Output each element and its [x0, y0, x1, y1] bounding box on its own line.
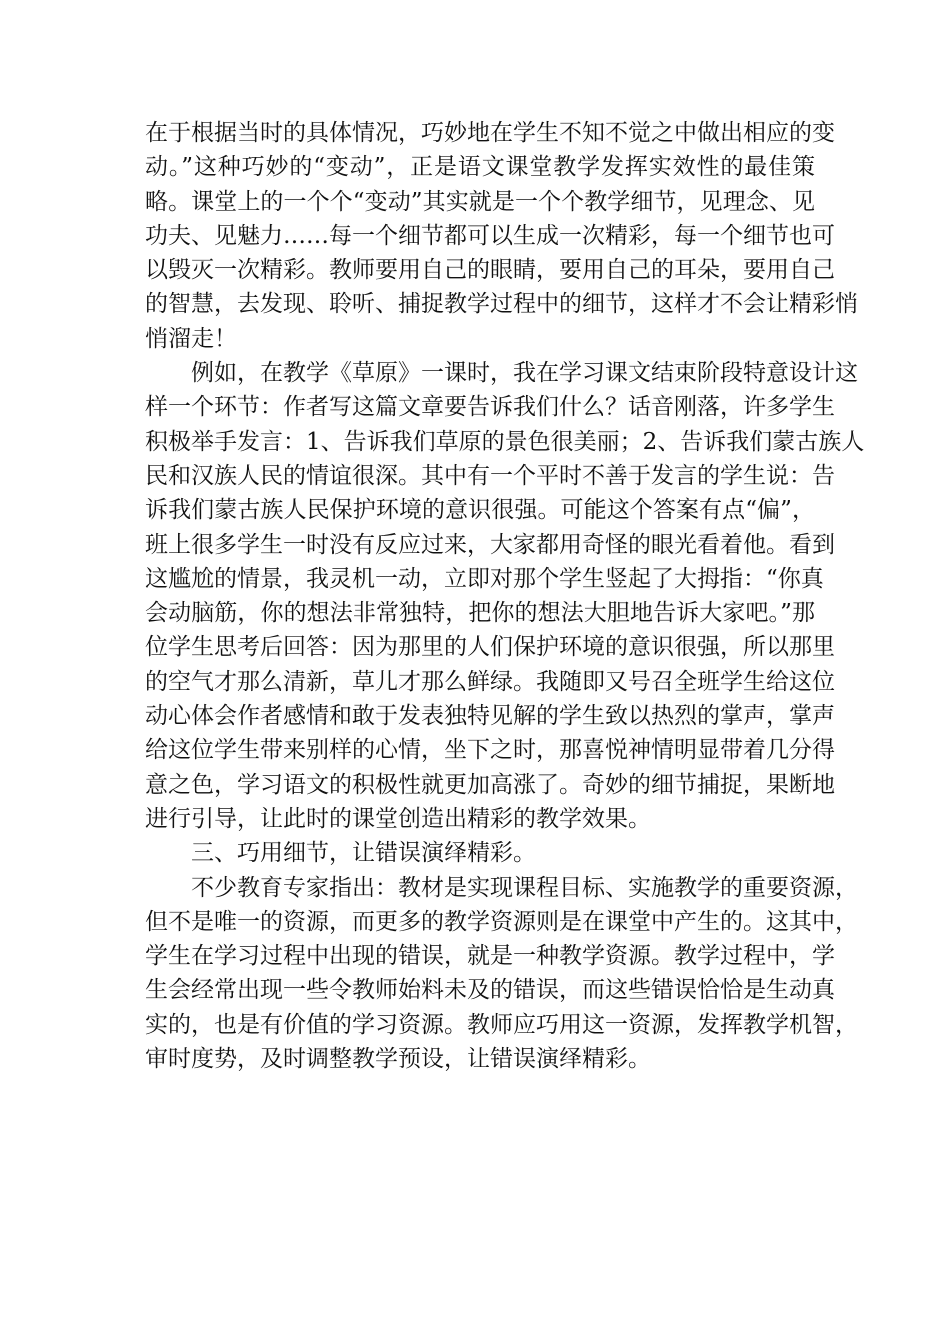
text-line: 样一个环节：作者写这篇文章要告诉我们什么？话音刚落，许多学生 — [145, 394, 835, 421]
text-line: 进行引导，让此时的课堂创造出精彩的教学效果。 — [145, 805, 651, 832]
text-line: 悄溜走！ — [145, 325, 237, 352]
text-line: 但不是唯一的资源，而更多的教学资源则是在课堂中产生的。这其中， — [145, 908, 858, 935]
text-line: 的空气才那么清新，草儿才那么鲜绿。我随即又号召全班学生给这位 — [145, 668, 835, 695]
text-line: 的智慧，去发现、聆听、捕捉教学过程中的细节，这样才不会让精彩悄 — [145, 291, 858, 318]
text-line: 会动脑筋，你的想法非常独特，把你的想法大胆地告诉大家吧。”那 — [145, 600, 815, 627]
section-heading: 三、巧用细节，让错误演绎精彩。 — [191, 840, 536, 867]
text-line: 位学生思考后回答：因为那里的人们保护环境的意识很强，所以那里 — [145, 634, 835, 661]
text-line: 动心体会作者感情和敢于发表独特见解的学生致以热烈的掌声，掌声 — [145, 703, 835, 730]
text-line: 略。课堂上的一个个“变动”其实就是一个个教学细节，见理念、见 — [145, 188, 815, 215]
text-line: 这尴尬的情景，我灵机一动，立即对那个学生竖起了大拇指：“你真 — [145, 565, 824, 592]
article-body — [145, 116, 865, 1076]
text-line: 实的，也是有价值的学习资源。教师应巧用这一资源，发挥教学机智， — [145, 1011, 858, 1038]
text-line: 给这位学生带来别样的心情，坐下之时，那喜悦神情明显带着几分得 — [145, 737, 835, 764]
text-line: 在于根据当时的具体情况，巧妙地在学生不知不觉之中做出相应的变 — [145, 120, 835, 146]
text-line: 民和汉族人民的情谊很深。其中有一个平时不善于发言的学生说：告 — [145, 462, 835, 489]
text-line: 审时度势，及时调整教学预设，让错误演绎精彩。 — [145, 1046, 651, 1073]
text-line: 积极举手发言：1、告诉我们草原的景色很美丽；2、告诉我们蒙古族人 — [145, 428, 865, 455]
paragraph-first-line: 不少教育专家指出：教材是实现课程目标、实施教学的重要资源， — [191, 874, 858, 901]
text-line: 班上很多学生一时没有反应过来，大家都用奇怪的眼光看着他。看到 — [145, 531, 835, 558]
text-line: 学生在学习过程中出现的错误，就是一种教学资源。教学过程中，学 — [145, 943, 835, 970]
text-line: 动。”这种巧妙的“变动”，正是语文课堂教学发挥实效性的最佳策 — [145, 154, 815, 181]
text-line: 诉我们蒙古族人民保护环境的意识很强。可能这个答案有点“偏”， — [145, 497, 815, 524]
text-line: 以毁灭一次精彩。教师要用自己的眼睛，要用自己的耳朵，要用自己 — [145, 257, 835, 284]
text-line: 生会经常出现一些令教师始料未及的错误，而这些错误恰恰是生动真 — [145, 977, 835, 1004]
text-line: 意之色，学习语文的积极性就更加高涨了。奇妙的细节捕捉，果断地 — [145, 771, 835, 798]
text-line: 功夫、见魅力……每一个细节都可以生成一次精彩，每一个细节也可 — [145, 222, 835, 249]
paragraph-first-line: 例如，在教学《草原》一课时，我在学习课文结束阶段特意设计这 — [191, 360, 858, 387]
